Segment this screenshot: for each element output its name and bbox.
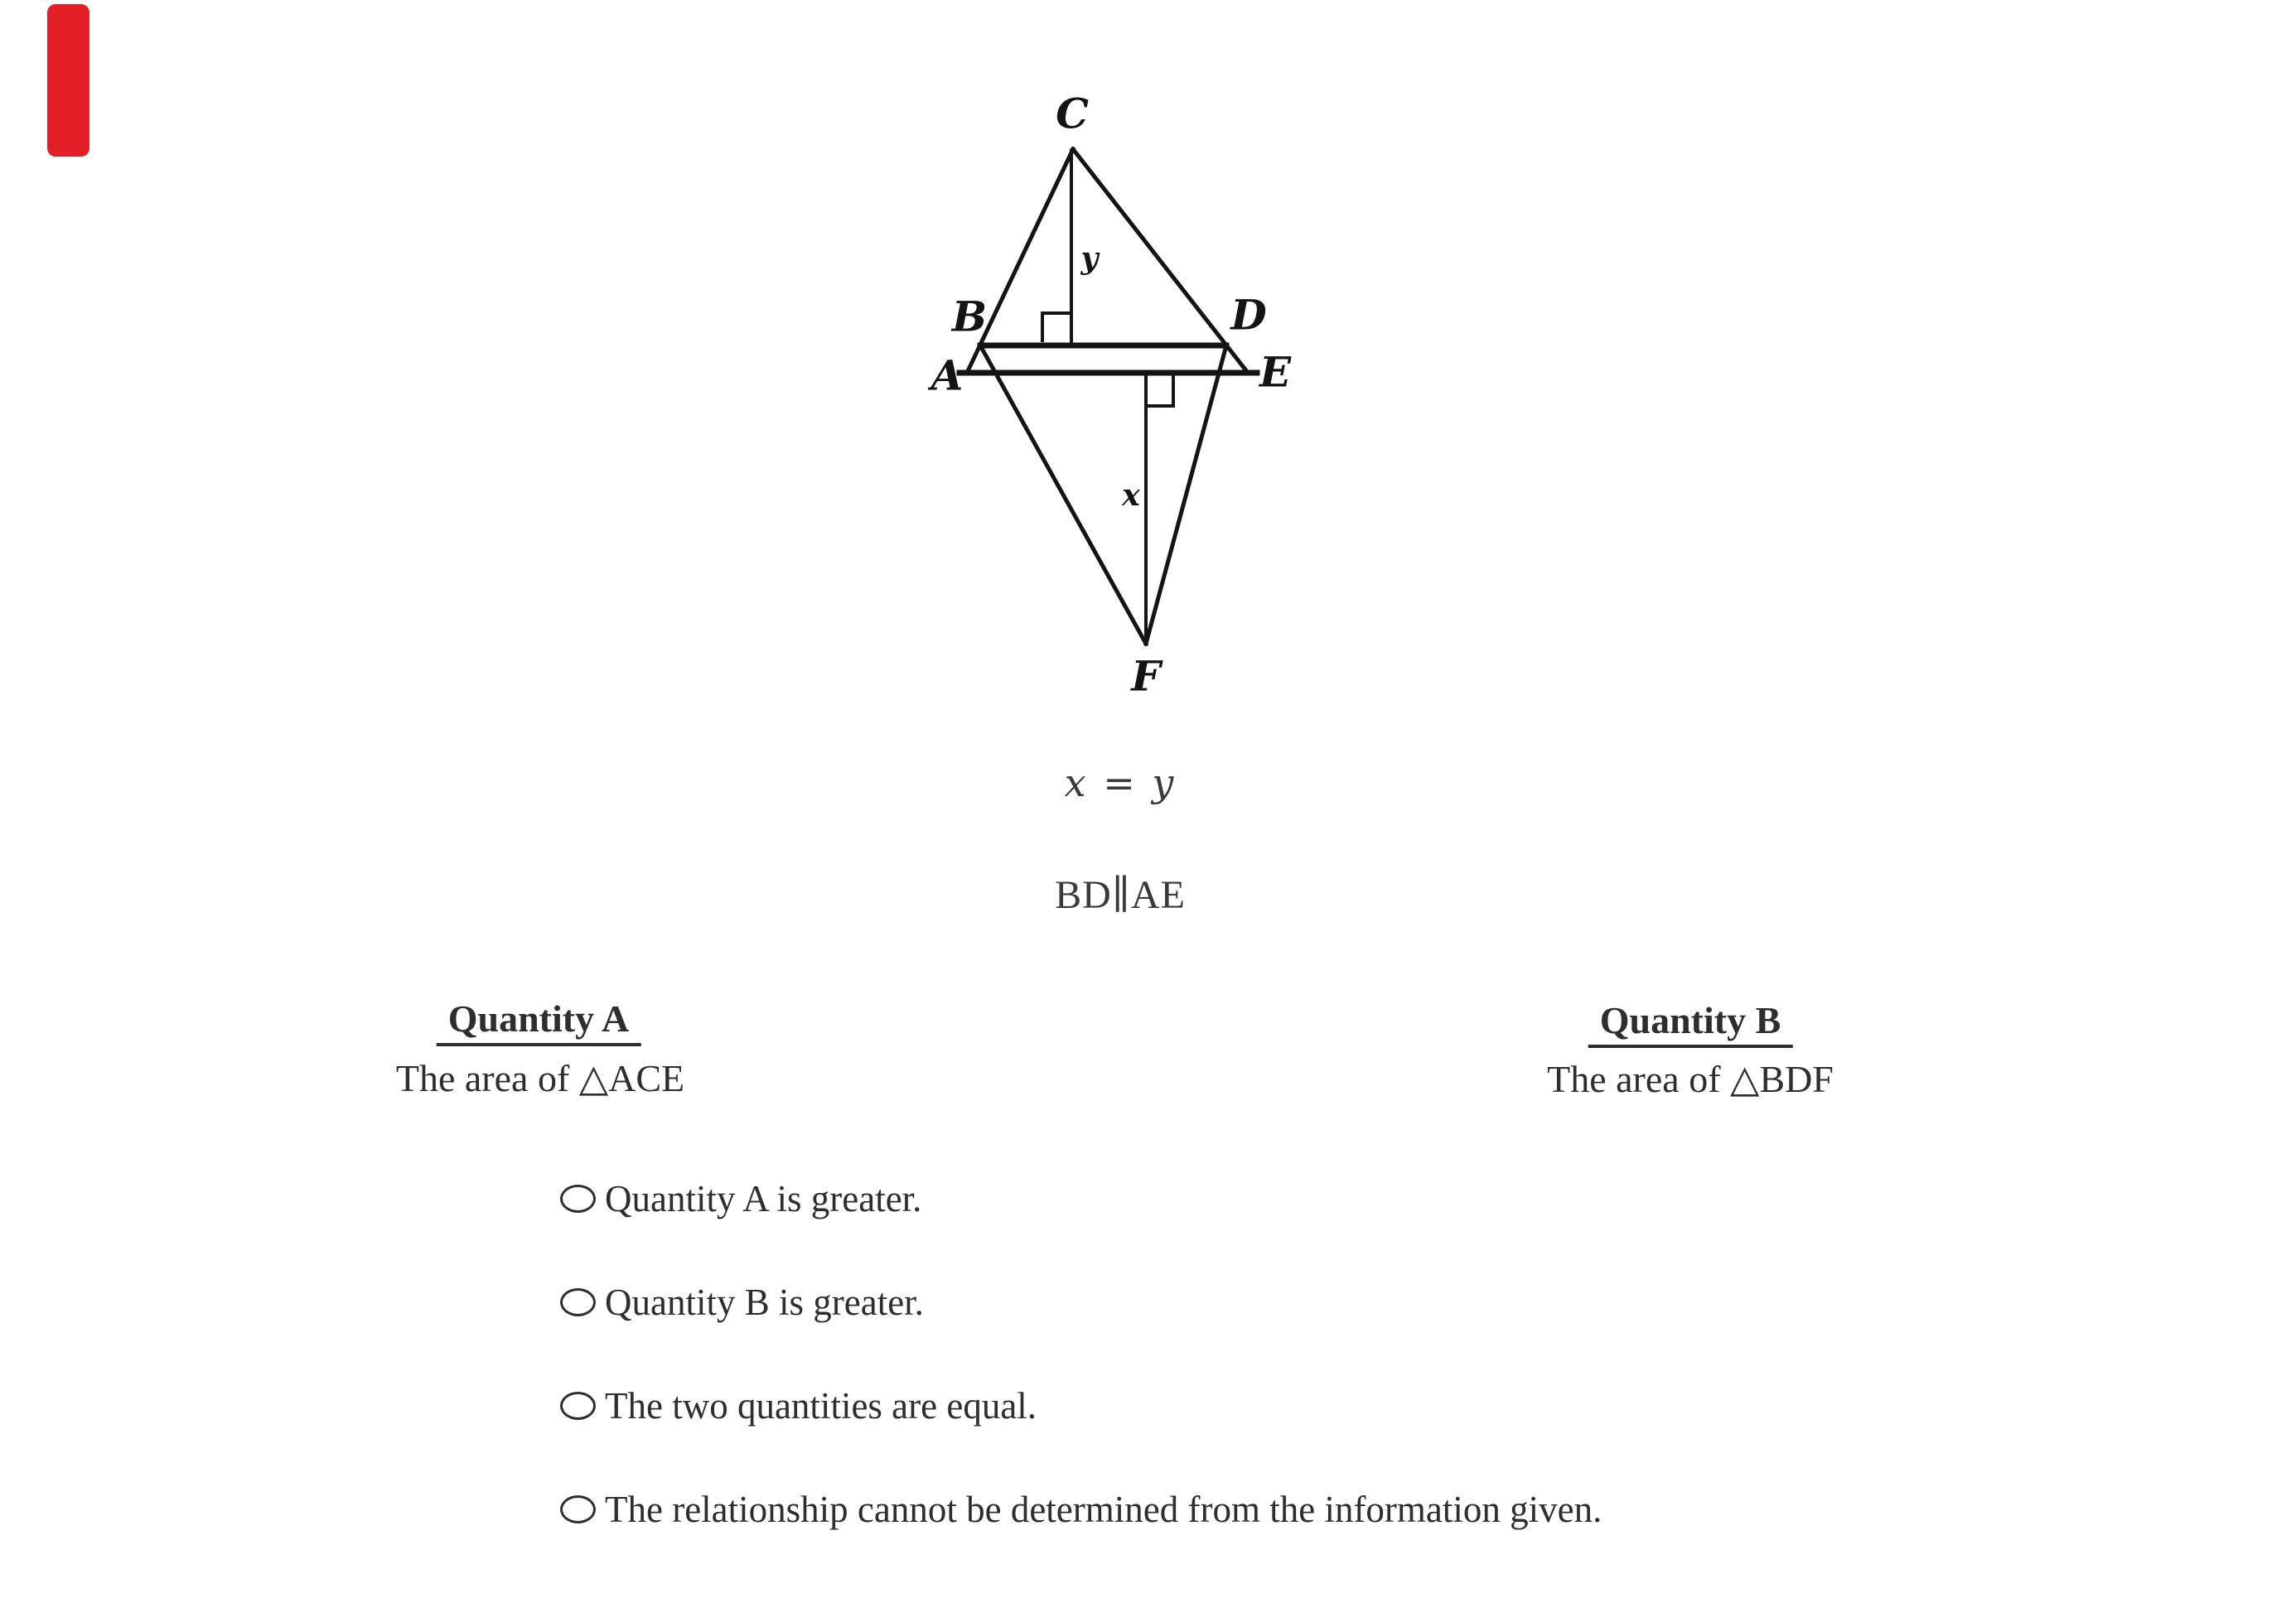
segment-CE	[1073, 149, 1248, 373]
quantity-b-header-text: Quantity B	[1588, 998, 1793, 1048]
given-parallel: BD∥AE	[1055, 873, 1186, 917]
segment-BF	[980, 345, 1146, 644]
quantity-b-description: The area of △BDF	[1547, 1058, 1834, 1100]
vertex-label-B: B	[951, 292, 988, 341]
radio-option-2[interactable]	[560, 1288, 596, 1316]
vertex-label-C: C	[1056, 89, 1089, 138]
altitude-label-y: y	[1080, 241, 1099, 276]
radio-option-4[interactable]	[560, 1495, 596, 1523]
right-angle-marker-top	[1042, 313, 1070, 340]
vertex-label-D: D	[1230, 290, 1267, 340]
option-1-label: Quantity A is greater.	[605, 1178, 922, 1219]
red-marker	[47, 4, 89, 157]
given-equation: x = y	[1064, 760, 1177, 805]
quantity-a-header-text: Quantity A	[437, 997, 641, 1046]
option-4-label: The relationship cannot be determined from the information given.	[605, 1489, 1602, 1530]
vertex-label-A: A	[930, 350, 964, 400]
option-3-label: The two quantities are equal.	[605, 1385, 1037, 1427]
option-2-label: Quantity B is greater.	[605, 1282, 924, 1323]
right-angle-marker-bottom	[1148, 375, 1173, 406]
option-quantity-a-greater[interactable]	[560, 1177, 921, 1220]
option-cannot-determine[interactable]	[560, 1488, 1602, 1531]
radio-option-1[interactable]	[560, 1185, 596, 1213]
option-quantity-b-greater[interactable]	[560, 1281, 924, 1324]
radio-option-3[interactable]	[560, 1392, 596, 1420]
vertex-label-E: E	[1259, 347, 1292, 397]
vertex-label-F: F	[1131, 651, 1161, 701]
quantity-a-header	[437, 997, 641, 1046]
geometry-figure	[870, 50, 1384, 729]
altitude-label-x: x	[1122, 478, 1140, 513]
quantity-a-description: The area of △ACE	[395, 1057, 685, 1099]
quantity-b-header	[1588, 998, 1793, 1048]
option-quantities-equal[interactable]	[560, 1384, 1037, 1427]
segment-DF	[1146, 345, 1226, 644]
